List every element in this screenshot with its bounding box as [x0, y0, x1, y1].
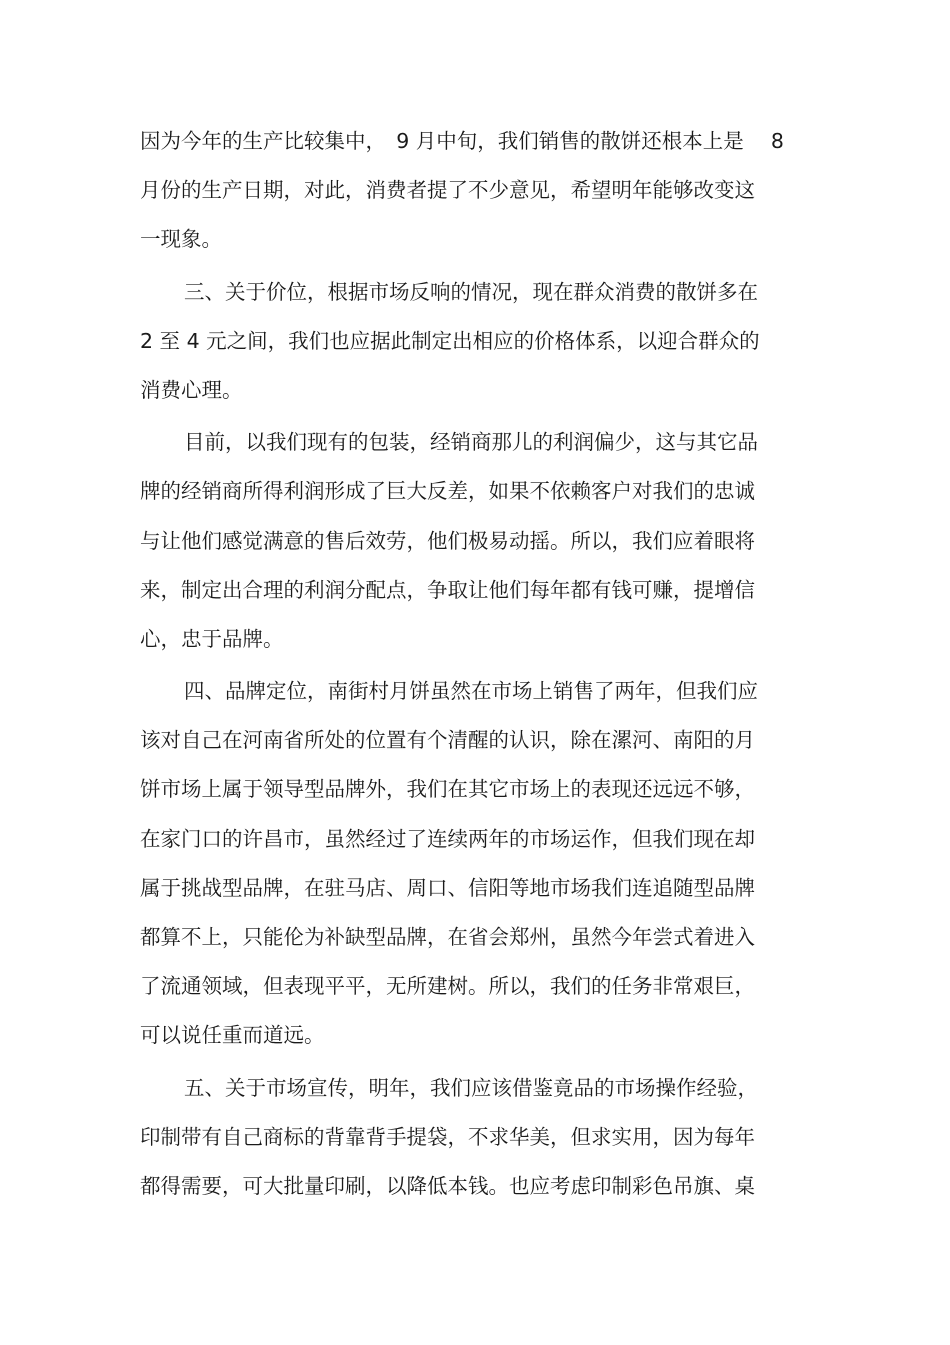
text-line: 可以说任重而道远。 [140, 1023, 325, 1048]
text-line: 在家门口的许昌市，虽然经过了连续两年的市场运作，但我们现在却 [140, 826, 755, 851]
text-line: 五、关于市场宣传，明年，我们应该借鉴竟品的市场操作经验， [184, 1075, 758, 1100]
paragraph-1 [140, 117, 800, 265]
text-line: 来，制定出合理的利润分配点，争取让他们每年都有钱可赚，提增信 [140, 577, 755, 602]
text-line: 与让他们感觉满意的售后效劳，他们极易动摇。所以，我们应着眼将 [140, 528, 755, 553]
paragraph-4 [140, 667, 800, 1061]
text-line: 消费心理。 [140, 377, 243, 402]
text-line: 属于挑战型品牌，在驻马店、周口、信阳等地市场我们连追随型品牌 [140, 875, 755, 900]
text-line: 月份的生产日期，对此，消费者提了不少意见，希望明年能够改变这 [140, 178, 755, 203]
text-line: 心，忠于品牌。 [140, 626, 284, 651]
body-text [140, 117, 800, 1214]
text-line: 都得需要，可大批量印刷，以降低本钱。也应考虑印制彩色吊旗、桌 [140, 1173, 755, 1198]
text-line: 饼市场上属于领导型品牌外，我们在其它市场上的表现还远远不够， [140, 777, 755, 802]
paragraph-3 [140, 418, 800, 664]
text-line: 该对自己在河南省所处的位置有个清醒的认识，除在漯河、南阳的月 [140, 728, 755, 753]
text-line: 四、品牌定位，南街村月饼虽然在市场上销售了两年，但我们应 [184, 679, 758, 704]
text-line: 都算不上，只能伦为补缺型品牌，在省会郑州，虽然今年尝式着进入 [140, 925, 755, 949]
text-line: 三、关于价位，根据市场反响的情况，现在群众消费的散饼多在 [184, 279, 758, 304]
text-line: 一现象。 [140, 227, 222, 252]
text-line: 牌的经销商所得利润形成了巨大反差，如果不依赖客户对我们的忠诚 [140, 479, 755, 504]
text-line: 印制带有自己商标的背靠背手提袋，不求华美，但求实用，因为每年 [140, 1124, 755, 1149]
text-line: 因为今年的生产比较集中， 9 月中旬，我们销售的散饼还根本上是 8 [140, 129, 784, 153]
text-line: 了流通领域，但表现平平，无所建树。所以，我们的任务非常艰巨， [140, 974, 755, 999]
text-line: 2 至 4 元之间，我们也应据此制定出相应的价格体系，以迎合群众的 [140, 328, 760, 353]
text-line: 目前，以我们现有的包装，经销商那儿的利润偏少，这与其它品 [184, 430, 758, 455]
paragraph-2 [140, 268, 800, 416]
paragraph-5 [140, 1064, 800, 1212]
